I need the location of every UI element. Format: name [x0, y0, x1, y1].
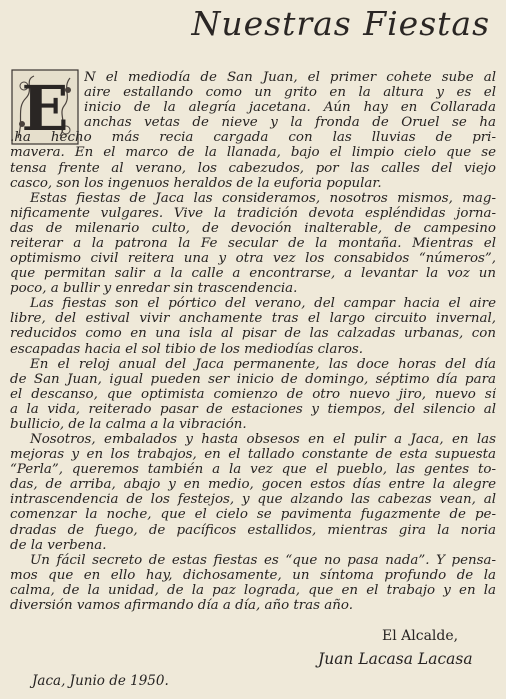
text-line: anchas vetas de nieve y la fronda de Oruel se ha — [84, 115, 496, 130]
text-line: optimismo civil reitera una y otra vez los consabidos “números”, — [10, 251, 496, 266]
page-title: Nuestras Fiestas — [191, 4, 490, 43]
text-line: Nosotros, embalados y hasta obsesos en el pulir a Jaca, en las — [30, 432, 496, 447]
text-line: aire estallando como un grito en la altura y es el — [84, 85, 496, 100]
place-date: Jaca, Junio de 1950. — [32, 673, 169, 689]
text-line: inicio de la alegría jacetana. Aún hay en Collarada — [84, 100, 496, 115]
text-line: das de milenario culto, de devoción inalterable, de campesino — [10, 221, 496, 236]
text-line: “Perla”, queremos también a la vez que el pueblo, las gentes to- — [10, 462, 496, 477]
text-line: casco, son los ingenuos heraldos de la euforia popular. — [10, 176, 382, 191]
text-line: el descanso, que optimista comienzo de otro nuevo jiro, nuevo sí — [10, 387, 496, 402]
text-line: N el mediodía de San Juan, el primer cohete sube al — [84, 70, 496, 85]
text-line: de la verbena. — [10, 538, 107, 553]
text-line: das, de arriba, abajo y en medio, gocen estos días entre la alegre — [10, 477, 496, 492]
text-line: mejoras y en los trabajos, en el tallado constante de esta supuesta — [10, 447, 496, 462]
text-line: bullicio, de la calma a la vibración. — [10, 417, 247, 432]
signoff: El Alcalde, — [382, 628, 459, 644]
text-line: nificamente vulgares. Vive la tradición devota espléndidas jorna- — [10, 206, 496, 221]
text-line: escapadas hacia el sol tibio de los mediodías claros. — [10, 342, 364, 357]
text-line: .ha hecho más recia cargada con las lluvias de pri- — [10, 130, 496, 145]
dropcap-letter: E — [21, 72, 69, 145]
text-line: que permitan salir a la calle a encontrarse, a levantar la voz un — [10, 266, 496, 281]
text-line: mavera. En el marco de la llanada, bajo el limpio cielo que se — [10, 145, 496, 160]
text-line: tensa frente al verano, los cabezudos, por las calles del viejo — [10, 161, 496, 176]
signature: Juan Lacasa Lacasa — [318, 650, 473, 668]
text-line: Las fiestas son el pórtico del verano, del campar hacia el aire — [30, 296, 496, 311]
text-line: mos que en ello hay, dichosamente, un síntoma profundo de la — [10, 568, 496, 583]
text-line: poco, a bullir y enredar sin trascendencia. — [10, 281, 298, 296]
text-line: Un fácil secreto de estas fiestas es “que no pasa nada”. Y pensa- — [30, 553, 496, 568]
text-line: intrascendencia de los festejos, y que alzando las cabezas vean, al — [10, 492, 496, 507]
text-line: a la vida, reiterado pasar de estaciones y tiempos, del silencio al — [10, 402, 496, 417]
text-line: reducidos como en una isla al pisar de las calzadas urbanas, con — [10, 326, 496, 341]
text-line: reiterar a la patrona la Fe secular de la montaña. Mientras el — [10, 236, 496, 251]
text-line: diversión vamos afirmando día a día, año tras año. — [10, 598, 353, 613]
text-line: En el reloj anual del Jaca permanente, las doce horas del día — [30, 357, 496, 372]
text-line: libre, del estival vivir anchamente tras el largo circuito invernal, — [10, 311, 496, 326]
text-line: dradas de fuego, de pacíficos estallidos, mientras gira la noria — [10, 523, 496, 538]
text-line: Estas fiestas de Jaca las consideramos, nosotros mismos, mag- — [30, 191, 496, 206]
text-line: calma, de la unidad, de la paz lograda, que en el trabajo y en la — [10, 583, 496, 598]
text-line: comenzar la noche, que el cielo se pavimenta fugazmente de pe- — [10, 507, 496, 522]
text-line: de San Juan, igual pueden ser inicio de domingo, séptimo día para — [10, 372, 496, 387]
